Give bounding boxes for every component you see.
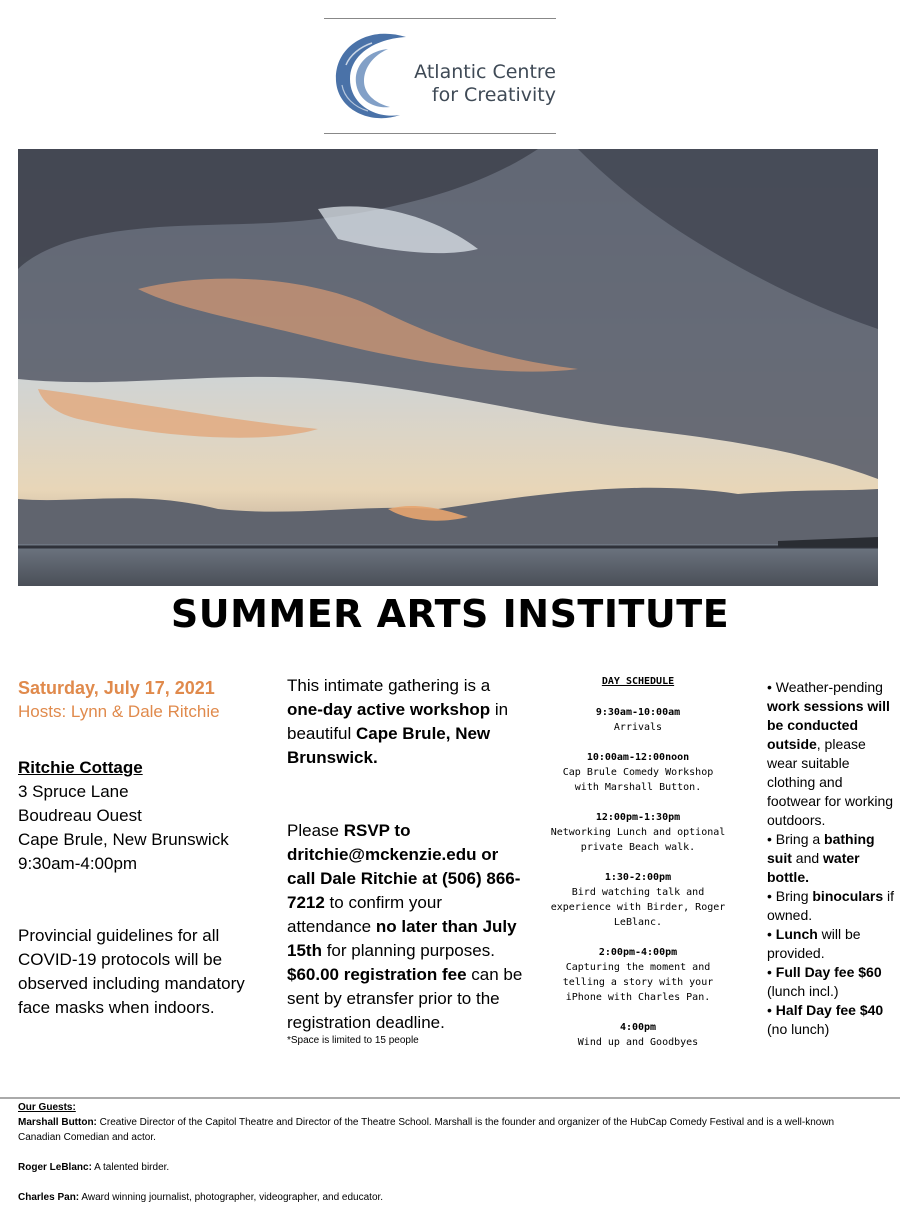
guests-heading: Our Guests: (18, 1102, 76, 1113)
logo-text (396, 61, 556, 107)
capacity-note: *Space is limited to 15 people (287, 1035, 419, 1046)
intro-paragraph: This intimate gathering is a one-day active workshop in beautiful Cape Brule, New Brunswick. (287, 676, 509, 767)
logo-line-2: for Creativity (431, 84, 556, 106)
schedule-item: 1:30-2:00pm Bird watching talk and experience with Birder, Roger LeBlanc. (550, 872, 726, 928)
schedule-item: 12:00pm-1:30pm Networking Lunch and optional private Beach walk. (550, 812, 726, 853)
divider (0, 1097, 900, 1099)
schedule-heading: DAY SCHEDULE (601, 676, 675, 687)
schedule-item: 2:00pm-4:00pm Capturing the moment and telling a story with your iPhone with Charles Pan. (562, 947, 714, 1003)
covid-note: Provincial guidelines for all COVID-19 protocols will be observed including mandatory face masks when indoors. (18, 926, 245, 1017)
address-line: Cape Brule, New Brunswick (18, 830, 229, 849)
guest-entry: Charles Pan: Award winning journalist, photographer, videographer, and educator. (18, 1192, 384, 1203)
logo-line-1: Atlantic Centre (414, 61, 556, 83)
schedule-item: 9:30am-10:00am Arrivals (595, 707, 681, 733)
rsvp-paragraph: Please RSVP to dritchie@mckenzie.edu or call Dale Ritchie at (506) 866-7212 to confirm your attendance no later than July 15th for planning purposes. $60.00 registration fee can be sent by etransfer prior to the registration deadline. (287, 821, 523, 1032)
page-title: SUMMER ARTS INSTITUTE (170, 592, 730, 636)
address-line: Boudreau Ouest (18, 806, 142, 825)
day-schedule (550, 674, 726, 1065)
logo (324, 18, 556, 134)
address-line: 3 Spruce Lane (18, 782, 129, 801)
guest-entry: Marshall Button: Creative Director of the Capitol Theatre and Director of the Theatre School. Marshall is the founder and organizer of the HubCap Comedy Festival and is a well-known Canadian Comedian and actor. (18, 1117, 835, 1143)
note-item: • Bring binoculars if owned. (767, 888, 895, 923)
guests-section (18, 1100, 878, 1220)
notes-list (767, 678, 900, 1039)
note-item: • Lunch will be provided. (767, 926, 861, 961)
note-item: • Weather-pending work sessions will be conducted outside, please wear suitable clothing and footwear for working outdoors. (767, 679, 894, 828)
event-details (18, 676, 268, 1020)
note-item: • Bring a bathing suit and water bottle. (767, 831, 875, 885)
schedule-item: 10:00am-12:00noon Cap Brule Comedy Workshop with Marshall Button. (562, 752, 714, 793)
event-hours: 9:30am-4:00pm (18, 854, 138, 873)
event-description (287, 674, 525, 1047)
schedule-item: 4:00pm Wind up and Goodbyes (577, 1022, 699, 1048)
note-item: • Full Day fee $60 (lunch incl.) (767, 964, 882, 999)
event-hosts: Hosts: Lynn & Dale Ritchie (18, 702, 220, 721)
event-date: Saturday, July 17, 2021 (18, 678, 215, 698)
guest-entry: Roger LeBlanc: A talented birder. (18, 1162, 170, 1173)
rsvp-contact[interactable]: RSVP to dritchie@mckenzie.edu or call Dale Ritchie at (506) 866-7212 (287, 821, 521, 912)
note-item: • Half Day fee $40 (no lunch) (767, 1002, 884, 1037)
venue-name: Ritchie Cottage (18, 758, 143, 777)
hero-photo (18, 149, 878, 586)
